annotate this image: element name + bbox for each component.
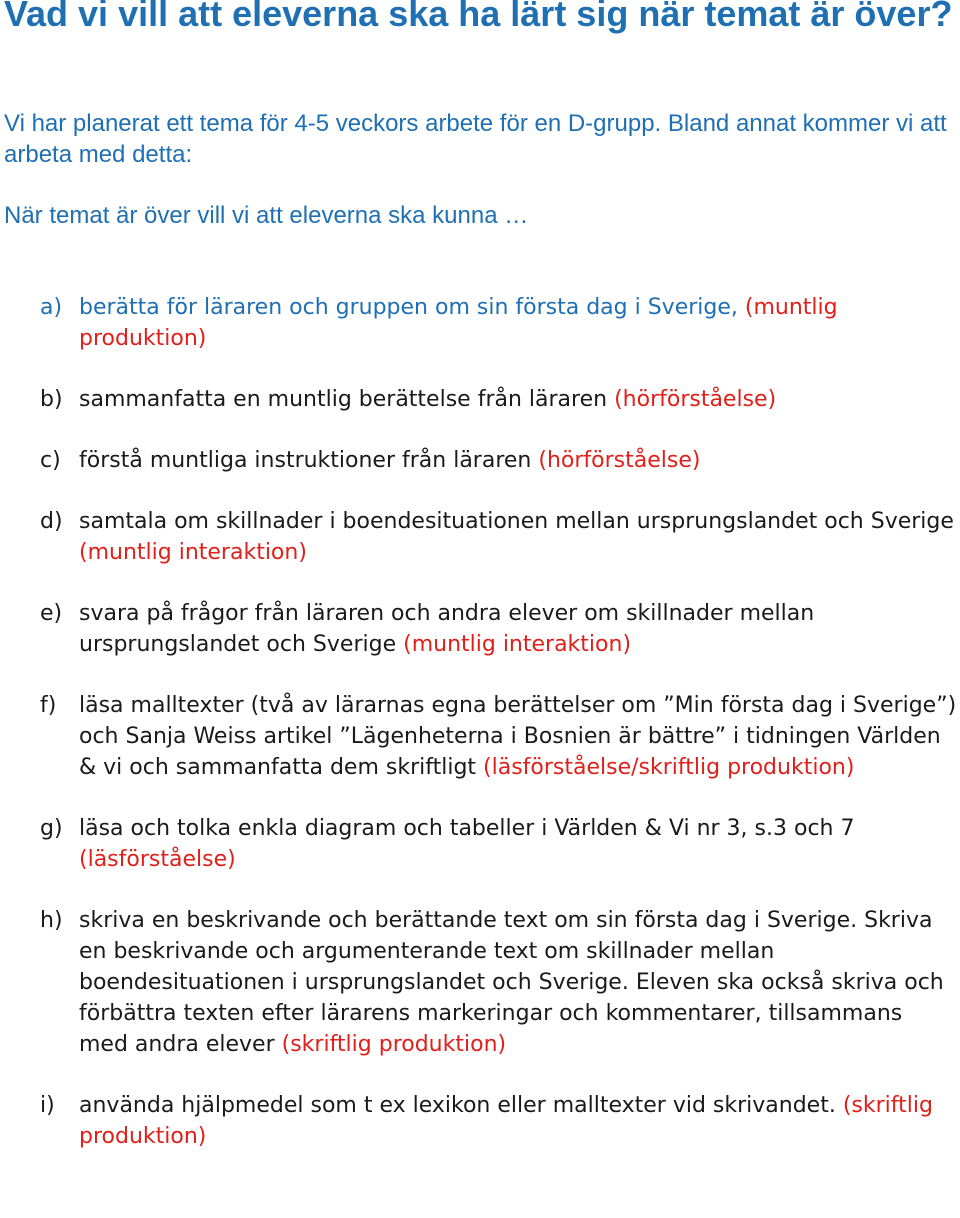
item-body: [79, 813, 958, 875]
intro-text: [4, 108, 954, 231]
item-text: svara på frågor från läraren och andra elever om skillnader mellan ursprungslandet och Sverige: [79, 601, 815, 657]
item-marker: g): [40, 816, 63, 841]
item-body: [79, 384, 958, 415]
list-item: [40, 384, 958, 415]
item-marker: d): [40, 509, 63, 534]
skill-tag: (skriftlig produktion): [281, 1032, 507, 1057]
item-body: [79, 506, 958, 568]
item-marker: h): [40, 908, 63, 933]
item-body: [79, 690, 958, 783]
learning-goals-list: [40, 292, 958, 1182]
item-marker: b): [40, 387, 63, 412]
intro-paragraph: Vi har planerat ett tema för 4-5 veckors arbete för en D-grupp. Bland annat kommer vi att arbeta med detta:: [4, 110, 947, 168]
item-body: [79, 292, 958, 354]
item-text: berätta för läraren och gruppen om sin första dag i Sverige,: [79, 295, 738, 320]
list-item: [40, 598, 958, 660]
list-item: [40, 445, 958, 476]
skill-tag: (läsförståelse/skriftlig produktion): [483, 755, 855, 780]
item-body: [79, 445, 958, 476]
item-marker: a): [40, 295, 63, 320]
item-text: sammanfatta en muntlig berättelse från läraren: [79, 387, 608, 412]
intro-lead: När temat är över vill vi att eleverna ska kunna …: [4, 202, 529, 229]
item-text: läsa och tolka enkla diagram och tabeller i Världen & Vi nr 3, s.3 och 7: [79, 816, 855, 841]
item-text: förstå muntliga instruktioner från läraren: [79, 448, 532, 473]
item-marker: f): [40, 693, 57, 718]
skill-tag: (hörförståelse): [538, 448, 701, 473]
item-text: läsa malltexter (två av lärarnas egna berättelser om ”Min första dag i Sverige”) och Sanja Weiss artikel ”Lägenheterna i Bosnien är bättre” i tidningen Världen & vi och sammanfatta dem skriftligt: [79, 693, 957, 780]
skill-tag: (hörförståelse): [614, 387, 777, 412]
list-item: [40, 813, 958, 875]
skill-tag: (muntlig interaktion): [403, 632, 632, 657]
item-body: [79, 1090, 958, 1152]
list-item: [40, 506, 958, 568]
list-item: [40, 690, 958, 783]
list-item: [40, 292, 958, 354]
item-body: [79, 598, 958, 660]
item-marker: c): [40, 448, 61, 473]
item-text: samtala om skillnader i boendesituationen mellan ursprungslandet och Sverige: [79, 509, 954, 534]
skill-tag: (läsförståelse): [79, 847, 236, 872]
skill-tag: (muntlig interaktion): [79, 540, 307, 565]
list-item: [40, 905, 958, 1060]
list-item: [40, 1090, 958, 1152]
page-title: Vad vi vill att eleverna ska ha lärt sig när temat är över?: [4, 0, 953, 34]
item-body: [79, 905, 958, 1060]
item-text: skriva en beskrivande och berättande text om sin första dag i Sverige. Skriva en beskrivande och argumenterande text om skillnader mellan boendesituationen i ursprungslandet och Sverige. Eleven ska också skriva och förbättra texten efter lärarens markeringar och kommentarer, tillsammans med andra elever: [79, 908, 944, 1057]
item-text: använda hjälpmedel som t ex lexikon eller malltexter vid skrivandet.: [79, 1093, 836, 1118]
skill-tag: (skriftlig produktion): [79, 1093, 933, 1149]
item-marker: e): [40, 601, 63, 626]
item-marker: i): [40, 1093, 55, 1118]
skill-tag: (muntlig produktion): [79, 295, 838, 351]
